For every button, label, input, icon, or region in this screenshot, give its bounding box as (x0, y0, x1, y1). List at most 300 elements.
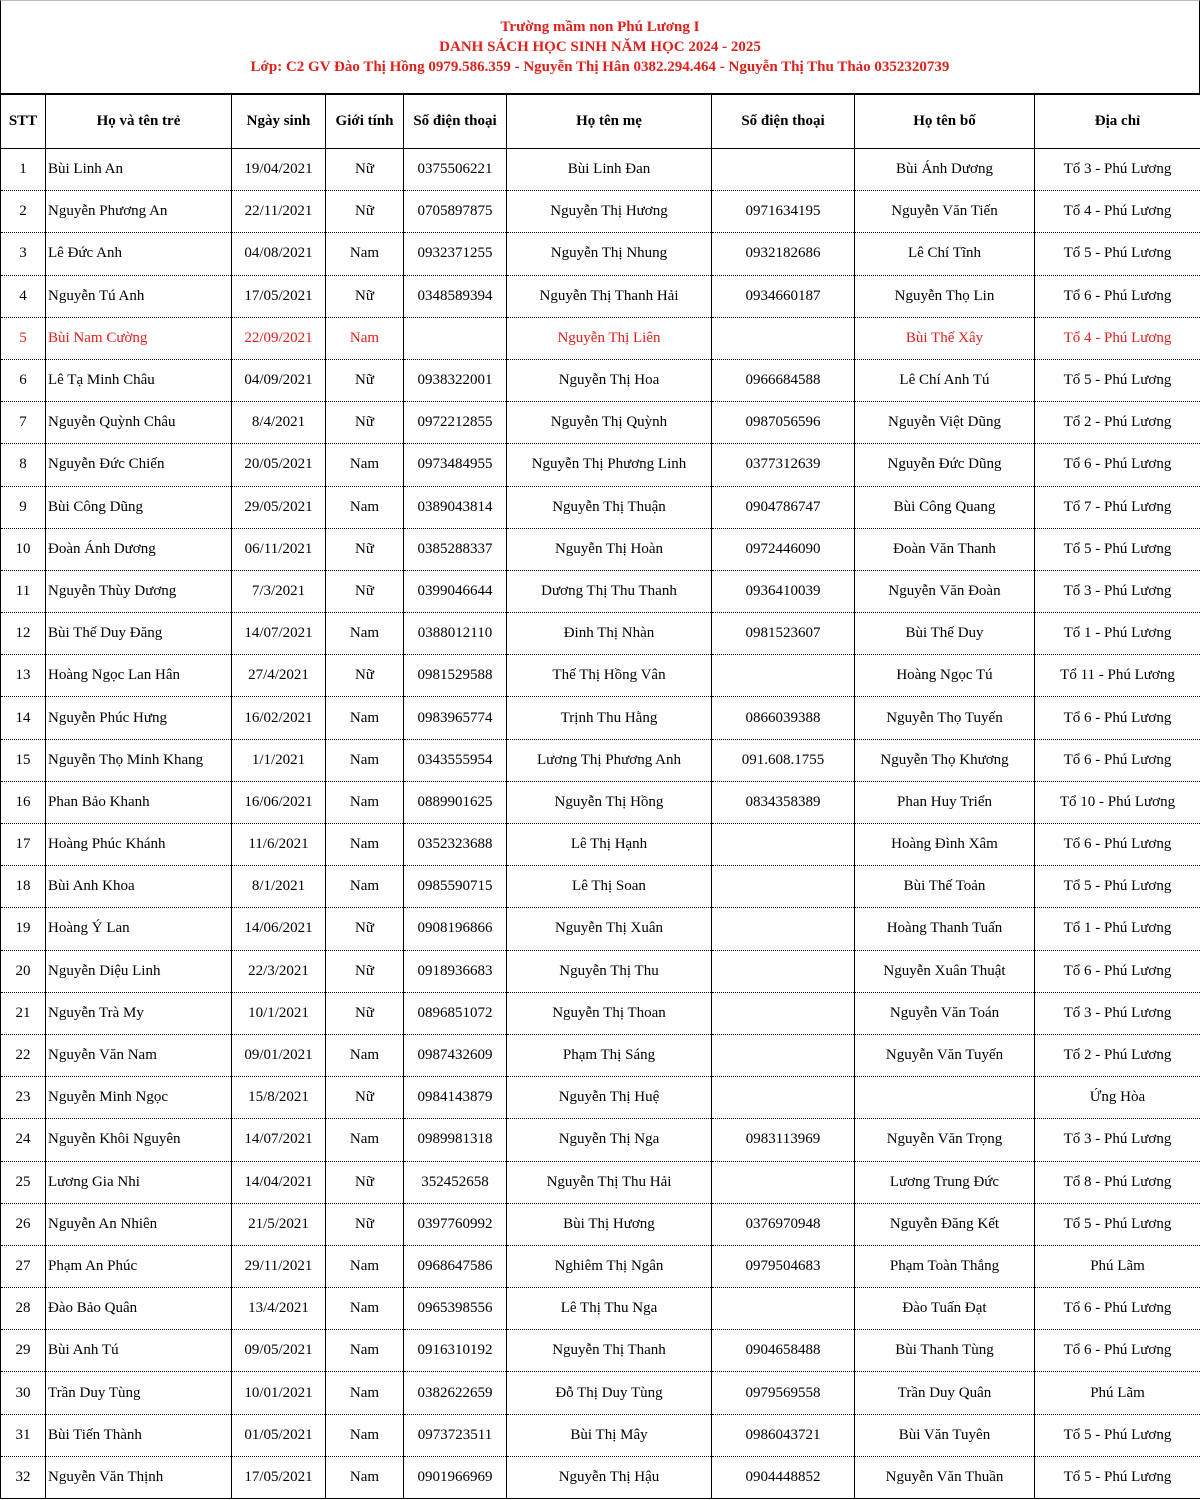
cell-child-name[interactable]: Bùi Thế Duy Đăng (46, 613, 232, 655)
cell-child-name[interactable]: Nguyễn Phương An (46, 191, 232, 233)
cell-gender[interactable]: Nam (326, 1288, 404, 1330)
cell-stt[interactable]: 11 (1, 570, 46, 612)
cell-mother-name[interactable]: Lê Thị Hạnh (507, 824, 712, 866)
col-header-gender[interactable]: Giới tính (326, 95, 404, 149)
cell-birth-date[interactable]: 29/11/2021 (232, 1245, 326, 1287)
cell-stt[interactable]: 19 (1, 908, 46, 950)
cell-address[interactable]: Tổ 3 - Phú Lương (1035, 149, 1200, 191)
cell-stt[interactable]: 17 (1, 824, 46, 866)
cell-birth-date[interactable]: 27/4/2021 (232, 655, 326, 697)
cell-phone[interactable]: 0901966969 (404, 1456, 507, 1498)
cell-address[interactable]: Ứng Hòa (1035, 1077, 1200, 1119)
cell-phone[interactable]: 0348589394 (404, 275, 507, 317)
cell-child-name[interactable]: Lê Đức Anh (46, 233, 232, 275)
cell-birth-date[interactable]: 29/05/2021 (232, 486, 326, 528)
cell-mother-phone[interactable] (712, 317, 855, 359)
cell-address[interactable]: Tổ 5 - Phú Lương (1035, 1203, 1200, 1245)
cell-phone[interactable]: 0343555954 (404, 739, 507, 781)
cell-phone[interactable]: 0908196866 (404, 908, 507, 950)
cell-birth-date[interactable]: 22/11/2021 (232, 191, 326, 233)
cell-gender[interactable]: Nam (326, 866, 404, 908)
cell-child-name[interactable]: Phan Bảo Khanh (46, 781, 232, 823)
cell-father-name[interactable]: Hoàng Đình Xâm (855, 824, 1035, 866)
cell-gender[interactable]: Nam (326, 1372, 404, 1414)
cell-phone[interactable] (404, 317, 507, 359)
cell-father-name[interactable]: Nguyễn Xuân Thuật (855, 950, 1035, 992)
cell-mother-name[interactable]: Lê Thị Thu Nga (507, 1288, 712, 1330)
cell-mother-phone[interactable] (712, 950, 855, 992)
cell-mother-name[interactable]: Thế Thị Hồng Vân (507, 655, 712, 697)
cell-mother-phone[interactable] (712, 908, 855, 950)
cell-birth-date[interactable]: 09/01/2021 (232, 1034, 326, 1076)
cell-phone[interactable]: 0973723511 (404, 1414, 507, 1456)
cell-stt[interactable]: 8 (1, 444, 46, 486)
cell-stt[interactable]: 6 (1, 359, 46, 401)
cell-father-name[interactable]: Nguyễn Thọ Tuyến (855, 697, 1035, 739)
cell-address[interactable]: Tổ 3 - Phú Lương (1035, 992, 1200, 1034)
cell-father-name[interactable]: Bùi Công Quang (855, 486, 1035, 528)
col-header-birth-date[interactable]: Ngày sinh (232, 95, 326, 149)
cell-gender[interactable]: Nam (326, 1414, 404, 1456)
cell-child-name[interactable]: Nguyễn Trà My (46, 992, 232, 1034)
cell-mother-phone[interactable] (712, 866, 855, 908)
cell-birth-date[interactable]: 06/11/2021 (232, 528, 326, 570)
cell-mother-name[interactable]: Nguyễn Thị Thanh (507, 1330, 712, 1372)
cell-phone[interactable]: 0375506221 (404, 149, 507, 191)
cell-mother-name[interactable]: Nguyễn Thị Thu (507, 950, 712, 992)
cell-gender[interactable]: Nam (326, 613, 404, 655)
cell-mother-phone[interactable]: 0866039388 (712, 697, 855, 739)
cell-gender[interactable]: Nữ (326, 1161, 404, 1203)
cell-father-name[interactable] (855, 1077, 1035, 1119)
cell-mother-name[interactable]: Nguyễn Thị Huệ (507, 1077, 712, 1119)
cell-address[interactable]: Tổ 6 - Phú Lương (1035, 739, 1200, 781)
cell-child-name[interactable]: Nguyễn Quỳnh Châu (46, 402, 232, 444)
cell-birth-date[interactable]: 17/05/2021 (232, 275, 326, 317)
cell-birth-date[interactable]: 8/4/2021 (232, 402, 326, 444)
col-header-child-name[interactable]: Họ và tên trẻ (46, 95, 232, 149)
col-header-mother-name[interactable]: Họ tên mẹ (507, 95, 712, 149)
cell-father-name[interactable]: Đào Tuấn Đạt (855, 1288, 1035, 1330)
cell-phone[interactable]: 0987432609 (404, 1034, 507, 1076)
cell-child-name[interactable]: Hoàng Phúc Khánh (46, 824, 232, 866)
cell-gender[interactable]: Nam (326, 739, 404, 781)
cell-mother-name[interactable]: Lê Thị Soan (507, 866, 712, 908)
cell-child-name[interactable]: Nguyễn Phúc Hưng (46, 697, 232, 739)
cell-father-name[interactable]: Nguyễn Văn Thuần (855, 1456, 1035, 1498)
cell-father-name[interactable]: Bùi Ánh Dương (855, 149, 1035, 191)
cell-phone[interactable]: 0705897875 (404, 191, 507, 233)
cell-birth-date[interactable]: 22/3/2021 (232, 950, 326, 992)
cell-stt[interactable]: 21 (1, 992, 46, 1034)
cell-mother-name[interactable]: Bùi Thị Hương (507, 1203, 712, 1245)
cell-father-name[interactable]: Nguyễn Thọ Lin (855, 275, 1035, 317)
cell-stt[interactable]: 20 (1, 950, 46, 992)
cell-phone[interactable]: 0973484955 (404, 444, 507, 486)
cell-birth-date[interactable]: 15/8/2021 (232, 1077, 326, 1119)
cell-mother-name[interactable]: Nguyễn Thị Thu Hải (507, 1161, 712, 1203)
cell-mother-name[interactable]: Nguyễn Thị Hoa (507, 359, 712, 401)
cell-mother-phone[interactable]: 0904448852 (712, 1456, 855, 1498)
cell-mother-name[interactable]: Bùi Thị Mây (507, 1414, 712, 1456)
cell-phone[interactable]: 0896851072 (404, 992, 507, 1034)
cell-father-name[interactable]: Nguyễn Thọ Khương (855, 739, 1035, 781)
cell-address[interactable]: Tổ 6 - Phú Lương (1035, 824, 1200, 866)
cell-address[interactable]: Tổ 8 - Phú Lương (1035, 1161, 1200, 1203)
cell-phone[interactable]: 0989981318 (404, 1119, 507, 1161)
cell-phone[interactable]: 0889901625 (404, 781, 507, 823)
cell-mother-phone[interactable] (712, 1077, 855, 1119)
col-header-father-name[interactable]: Họ tên bố (855, 95, 1035, 149)
cell-father-name[interactable]: Nguyễn Văn Đoàn (855, 570, 1035, 612)
cell-stt[interactable]: 32 (1, 1456, 46, 1498)
cell-mother-name[interactable]: Nguyễn Thị Hậu (507, 1456, 712, 1498)
cell-child-name[interactable]: Bùi Nam Cường (46, 317, 232, 359)
cell-mother-name[interactable]: Nguyễn Thị Quỳnh (507, 402, 712, 444)
cell-child-name[interactable]: Nguyễn Văn Nam (46, 1034, 232, 1076)
cell-gender[interactable]: Nữ (326, 359, 404, 401)
cell-child-name[interactable]: Bùi Anh Khoa (46, 866, 232, 908)
cell-child-name[interactable]: Hoàng Ngọc Lan Hân (46, 655, 232, 697)
cell-child-name[interactable]: Nguyễn Đức Chiến (46, 444, 232, 486)
cell-stt[interactable]: 28 (1, 1288, 46, 1330)
table-row (1, 739, 1200, 781)
cell-child-name[interactable]: Phạm An Phúc (46, 1245, 232, 1287)
table-row (1, 950, 1200, 992)
cell-stt[interactable]: 18 (1, 866, 46, 908)
cell-mother-phone[interactable]: 0987056596 (712, 402, 855, 444)
cell-gender[interactable]: Nữ (326, 950, 404, 992)
cell-mother-name[interactable]: Dương Thị Thu Thanh (507, 570, 712, 612)
cell-gender[interactable]: Nam (326, 1119, 404, 1161)
cell-address[interactable]: Tổ 1 - Phú Lương (1035, 613, 1200, 655)
cell-stt[interactable]: 16 (1, 781, 46, 823)
cell-father-name[interactable]: Bùi Thế Toản (855, 866, 1035, 908)
cell-address[interactable]: Tổ 6 - Phú Lương (1035, 950, 1200, 992)
cell-address[interactable]: Tổ 4 - Phú Lương (1035, 317, 1200, 359)
cell-stt[interactable]: 9 (1, 486, 46, 528)
cell-mother-name[interactable]: Nguyễn Thị Nga (507, 1119, 712, 1161)
cell-birth-date[interactable]: 8/1/2021 (232, 866, 326, 908)
cell-stt[interactable]: 3 (1, 233, 46, 275)
cell-gender[interactable]: Nữ (326, 1077, 404, 1119)
cell-gender[interactable]: Nữ (326, 191, 404, 233)
cell-child-name[interactable]: Nguyễn Thùy Dương (46, 570, 232, 612)
cell-gender[interactable]: Nam (326, 233, 404, 275)
cell-address[interactable]: Tổ 5 - Phú Lương (1035, 359, 1200, 401)
cell-child-name[interactable]: Nguyễn Văn Thịnh (46, 1456, 232, 1498)
cell-stt[interactable]: 7 (1, 402, 46, 444)
cell-gender[interactable]: Nam (326, 1456, 404, 1498)
cell-gender[interactable]: Nam (326, 1245, 404, 1287)
cell-child-name[interactable]: Lê Tạ Minh Châu (46, 359, 232, 401)
cell-mother-name[interactable]: Phạm Thị Sáng (507, 1034, 712, 1076)
col-header-phone[interactable]: Số điện thoại (404, 95, 507, 149)
cell-stt[interactable]: 23 (1, 1077, 46, 1119)
cell-father-name[interactable]: Nguyễn Văn Tuyến (855, 1034, 1035, 1076)
cell-mother-phone[interactable]: 0904786747 (712, 486, 855, 528)
col-header-address[interactable]: Địa chỉ (1035, 95, 1200, 149)
cell-phone[interactable]: 0965398556 (404, 1288, 507, 1330)
cell-child-name[interactable]: Bùi Công Dũng (46, 486, 232, 528)
cell-gender[interactable]: Nam (326, 444, 404, 486)
cell-father-name[interactable]: Bùi Văn Tuyên (855, 1414, 1035, 1456)
cell-mother-phone[interactable] (712, 655, 855, 697)
cell-address[interactable]: Tổ 5 - Phú Lương (1035, 1414, 1200, 1456)
cell-mother-phone[interactable] (712, 824, 855, 866)
cell-birth-date[interactable]: 01/05/2021 (232, 1414, 326, 1456)
cell-stt[interactable]: 14 (1, 697, 46, 739)
cell-mother-name[interactable]: Trịnh Thu Hằng (507, 697, 712, 739)
cell-mother-name[interactable]: Nguyễn Thị Hồng (507, 781, 712, 823)
cell-phone[interactable]: 0984143879 (404, 1077, 507, 1119)
cell-child-name[interactable]: Nguyễn Tú Anh (46, 275, 232, 317)
class-info: Lớp: C2 GV Đào Thị Hồng 0979.586.359 - Nguyễn Thị Hân 0382.294.464 - Nguyễn Thị Thu Thảo 0352320739 (250, 59, 950, 75)
cell-address[interactable]: Tổ 5 - Phú Lương (1035, 528, 1200, 570)
cell-stt[interactable]: 29 (1, 1330, 46, 1372)
cell-stt[interactable]: 15 (1, 739, 46, 781)
cell-child-name[interactable]: Đào Bảo Quân (46, 1288, 232, 1330)
cell-mother-name[interactable]: Nguyễn Thị Thuận (507, 486, 712, 528)
cell-gender[interactable]: Nam (326, 1034, 404, 1076)
cell-father-name[interactable]: Nguyễn Đăng Kết (855, 1203, 1035, 1245)
cell-address[interactable]: Phú Lãm (1035, 1372, 1200, 1414)
cell-address[interactable]: Phú Lãm (1035, 1245, 1200, 1287)
cell-father-name[interactable]: Trần Duy Quân (855, 1372, 1035, 1414)
cell-address[interactable]: Tổ 6 - Phú Lương (1035, 697, 1200, 739)
cell-gender[interactable]: Nữ (326, 402, 404, 444)
cell-address[interactable]: Tổ 10 - Phú Lương (1035, 781, 1200, 823)
cell-child-name[interactable]: Lương Gia Nhi (46, 1161, 232, 1203)
cell-stt[interactable]: 12 (1, 613, 46, 655)
cell-gender[interactable]: Nam (326, 781, 404, 823)
cell-address[interactable]: Tổ 5 - Phú Lương (1035, 1456, 1200, 1498)
cell-stt[interactable]: 26 (1, 1203, 46, 1245)
cell-gender[interactable]: Nữ (326, 992, 404, 1034)
cell-mother-phone[interactable]: 0377312639 (712, 444, 855, 486)
cell-child-name[interactable]: Bùi Anh Tú (46, 1330, 232, 1372)
cell-stt[interactable]: 27 (1, 1245, 46, 1287)
cell-birth-date[interactable]: 14/07/2021 (232, 613, 326, 655)
cell-address[interactable]: Tổ 5 - Phú Lương (1035, 233, 1200, 275)
cell-mother-phone[interactable]: 0904658488 (712, 1330, 855, 1372)
cell-child-name[interactable]: Bùi Linh An (46, 149, 232, 191)
cell-mother-name[interactable]: Đinh Thị Nhàn (507, 613, 712, 655)
cell-father-name[interactable]: Phan Huy Triển (855, 781, 1035, 823)
cell-mother-phone[interactable]: 0986043721 (712, 1414, 855, 1456)
cell-mother-phone[interactable]: 0979504683 (712, 1245, 855, 1287)
cell-mother-name[interactable]: Nguyễn Thị Liên (507, 317, 712, 359)
cell-gender[interactable]: Nữ (326, 149, 404, 191)
cell-stt[interactable]: 13 (1, 655, 46, 697)
cell-gender[interactable]: Nữ (326, 275, 404, 317)
cell-mother-phone[interactable] (712, 1161, 855, 1203)
cell-father-name[interactable]: Nguyễn Văn Trọng (855, 1119, 1035, 1161)
cell-birth-date[interactable]: 17/05/2021 (232, 1456, 326, 1498)
cell-address[interactable]: Tổ 4 - Phú Lương (1035, 191, 1200, 233)
cell-mother-phone[interactable]: 091.608.1755 (712, 739, 855, 781)
cell-mother-phone[interactable]: 0932182686 (712, 233, 855, 275)
cell-child-name[interactable]: Đoàn Ánh Dương (46, 528, 232, 570)
cell-address[interactable]: Tổ 7 - Phú Lương (1035, 486, 1200, 528)
cell-gender[interactable]: Nữ (326, 528, 404, 570)
cell-birth-date[interactable]: 14/07/2021 (232, 1119, 326, 1161)
cell-father-name[interactable]: Hoàng Thanh Tuấn (855, 908, 1035, 950)
cell-birth-date[interactable]: 13/4/2021 (232, 1288, 326, 1330)
cell-phone[interactable]: 0388012110 (404, 613, 507, 655)
cell-birth-date[interactable]: 14/06/2021 (232, 908, 326, 950)
cell-phone[interactable]: 352452658 (404, 1161, 507, 1203)
cell-address[interactable]: Tổ 6 - Phú Lương (1035, 1288, 1200, 1330)
cell-mother-phone[interactable] (712, 1288, 855, 1330)
cell-child-name[interactable]: Nguyễn Thọ Minh Khang (46, 739, 232, 781)
cell-mother-name[interactable]: Nguyễn Thị Thanh Hải (507, 275, 712, 317)
cell-mother-name[interactable]: Nguyễn Thị Hương (507, 191, 712, 233)
cell-father-name[interactable]: Hoàng Ngọc Tú (855, 655, 1035, 697)
cell-phone[interactable]: 0352323688 (404, 824, 507, 866)
cell-birth-date[interactable]: 16/02/2021 (232, 697, 326, 739)
cell-address[interactable]: Tổ 2 - Phú Lương (1035, 402, 1200, 444)
cell-birth-date[interactable]: 1/1/2021 (232, 739, 326, 781)
cell-child-name[interactable]: Nguyễn Khôi Nguyên (46, 1119, 232, 1161)
cell-mother-phone[interactable]: 0936410039 (712, 570, 855, 612)
cell-mother-phone[interactable]: 0376970948 (712, 1203, 855, 1245)
cell-phone[interactable]: 0938322001 (404, 359, 507, 401)
cell-birth-date[interactable]: 04/09/2021 (232, 359, 326, 401)
cell-birth-date[interactable]: 7/3/2021 (232, 570, 326, 612)
cell-father-name[interactable]: Nguyễn Đức Dũng (855, 444, 1035, 486)
cell-mother-phone[interactable]: 0979569558 (712, 1372, 855, 1414)
cell-gender[interactable]: Nam (326, 824, 404, 866)
cell-father-name[interactable]: Lê Chí Tĩnh (855, 233, 1035, 275)
cell-father-name[interactable]: Đoàn Văn Thanh (855, 528, 1035, 570)
cell-phone[interactable]: 0932371255 (404, 233, 507, 275)
cell-birth-date[interactable]: 20/05/2021 (232, 444, 326, 486)
cell-birth-date[interactable]: 19/04/2021 (232, 149, 326, 191)
cell-address[interactable]: Tổ 6 - Phú Lương (1035, 1330, 1200, 1372)
cell-stt[interactable]: 31 (1, 1414, 46, 1456)
cell-phone[interactable]: 0916310192 (404, 1330, 507, 1372)
cell-father-name[interactable]: Nguyễn Văn Toán (855, 992, 1035, 1034)
cell-father-name[interactable]: Nguyễn Văn Tiến (855, 191, 1035, 233)
cell-stt[interactable]: 30 (1, 1372, 46, 1414)
cell-phone[interactable]: 0968647586 (404, 1245, 507, 1287)
cell-birth-date[interactable]: 10/01/2021 (232, 1372, 326, 1414)
cell-child-name[interactable]: Hoàng Ý Lan (46, 908, 232, 950)
cell-father-name[interactable]: Lê Chí Anh Tú (855, 359, 1035, 401)
cell-gender[interactable]: Nam (326, 317, 404, 359)
cell-stt[interactable]: 5 (1, 317, 46, 359)
cell-stt[interactable]: 24 (1, 1119, 46, 1161)
cell-gender[interactable]: Nữ (326, 655, 404, 697)
cell-phone[interactable]: 0981529588 (404, 655, 507, 697)
cell-phone[interactable]: 0389043814 (404, 486, 507, 528)
cell-gender[interactable]: Nữ (326, 570, 404, 612)
cell-phone[interactable]: 0397760992 (404, 1203, 507, 1245)
cell-mother-name[interactable]: Nguyễn Thị Hoàn (507, 528, 712, 570)
cell-stt[interactable]: 4 (1, 275, 46, 317)
cell-father-name[interactable]: Bùi Thanh Tùng (855, 1330, 1035, 1372)
cell-address[interactable]: Tổ 2 - Phú Lương (1035, 1034, 1200, 1076)
cell-address[interactable]: Tổ 3 - Phú Lương (1035, 1119, 1200, 1161)
cell-stt[interactable]: 22 (1, 1034, 46, 1076)
cell-mother-name[interactable]: Nguyễn Thị Xuân (507, 908, 712, 950)
cell-stt[interactable]: 10 (1, 528, 46, 570)
cell-father-name[interactable]: Bùi Thế Xây (855, 317, 1035, 359)
cell-address[interactable]: Tổ 5 - Phú Lương (1035, 866, 1200, 908)
cell-birth-date[interactable]: 16/06/2021 (232, 781, 326, 823)
cell-address[interactable]: Tổ 1 - Phú Lương (1035, 908, 1200, 950)
cell-child-name[interactable]: Trần Duy Tùng (46, 1372, 232, 1414)
cell-mother-phone[interactable]: 0834358389 (712, 781, 855, 823)
cell-gender[interactable]: Nam (326, 1330, 404, 1372)
cell-stt[interactable]: 25 (1, 1161, 46, 1203)
cell-birth-date[interactable]: 11/6/2021 (232, 824, 326, 866)
cell-stt[interactable]: 1 (1, 149, 46, 191)
cell-birth-date[interactable]: 10/1/2021 (232, 992, 326, 1034)
cell-gender[interactable]: Nữ (326, 1203, 404, 1245)
cell-birth-date[interactable]: 21/5/2021 (232, 1203, 326, 1245)
cell-father-name[interactable]: Lương Trung Đức (855, 1161, 1035, 1203)
cell-father-name[interactable]: Phạm Toàn Thắng (855, 1245, 1035, 1287)
cell-mother-phone[interactable]: 0983113969 (712, 1119, 855, 1161)
cell-birth-date[interactable]: 14/04/2021 (232, 1161, 326, 1203)
cell-phone[interactable]: 0918936683 (404, 950, 507, 992)
cell-phone[interactable]: 0972212855 (404, 402, 507, 444)
cell-address[interactable]: Tổ 11 - Phú Lương (1035, 655, 1200, 697)
cell-phone[interactable]: 0385288337 (404, 528, 507, 570)
cell-mother-phone[interactable] (712, 149, 855, 191)
cell-phone[interactable]: 0382622659 (404, 1372, 507, 1414)
cell-mother-name[interactable]: Nguyễn Thị Thoan (507, 992, 712, 1034)
col-header-stt[interactable]: STT (1, 95, 46, 149)
cell-birth-date[interactable]: 22/09/2021 (232, 317, 326, 359)
cell-mother-name[interactable]: Nghiêm Thị Ngân (507, 1245, 712, 1287)
cell-mother-phone[interactable] (712, 1034, 855, 1076)
cell-address[interactable]: Tổ 6 - Phú Lương (1035, 275, 1200, 317)
cell-phone[interactable]: 0399046644 (404, 570, 507, 612)
cell-address[interactable]: Tổ 3 - Phú Lương (1035, 570, 1200, 612)
cell-mother-phone[interactable] (712, 992, 855, 1034)
cell-gender[interactable]: Nam (326, 486, 404, 528)
cell-phone[interactable]: 0983965774 (404, 697, 507, 739)
cell-gender[interactable]: Nữ (326, 908, 404, 950)
cell-mother-name[interactable]: Đỗ Thị Duy Tùng (507, 1372, 712, 1414)
cell-mother-phone[interactable]: 0971634195 (712, 191, 855, 233)
cell-gender[interactable]: Nam (326, 697, 404, 739)
cell-birth-date[interactable]: 09/05/2021 (232, 1330, 326, 1372)
cell-father-name[interactable]: Bùi Thế Duy (855, 613, 1035, 655)
cell-mother-name[interactable]: Bùi Linh Đan (507, 149, 712, 191)
cell-mother-name[interactable]: Lương Thị Phương Anh (507, 739, 712, 781)
cell-stt[interactable]: 2 (1, 191, 46, 233)
cell-phone[interactable]: 0985590715 (404, 866, 507, 908)
cell-mother-name[interactable]: Nguyễn Thị Phương Linh (507, 444, 712, 486)
cell-mother-phone[interactable]: 0966684588 (712, 359, 855, 401)
cell-birth-date[interactable]: 04/08/2021 (232, 233, 326, 275)
cell-child-name[interactable]: Bùi Tiến Thành (46, 1414, 232, 1456)
cell-child-name[interactable]: Nguyễn Minh Ngọc (46, 1077, 232, 1119)
cell-address[interactable]: Tổ 6 - Phú Lương (1035, 444, 1200, 486)
col-header-mother-phone[interactable]: Số điện thoại (712, 95, 855, 149)
cell-father-name[interactable]: Nguyễn Việt Dũng (855, 402, 1035, 444)
cell-mother-name[interactable]: Nguyễn Thị Nhung (507, 233, 712, 275)
cell-child-name[interactable]: Nguyễn Diệu Linh (46, 950, 232, 992)
cell-mother-phone[interactable]: 0981523607 (712, 613, 855, 655)
cell-mother-phone[interactable]: 0934660187 (712, 275, 855, 317)
cell-mother-phone[interactable]: 0972446090 (712, 528, 855, 570)
cell-child-name[interactable]: Nguyễn An Nhiên (46, 1203, 232, 1245)
